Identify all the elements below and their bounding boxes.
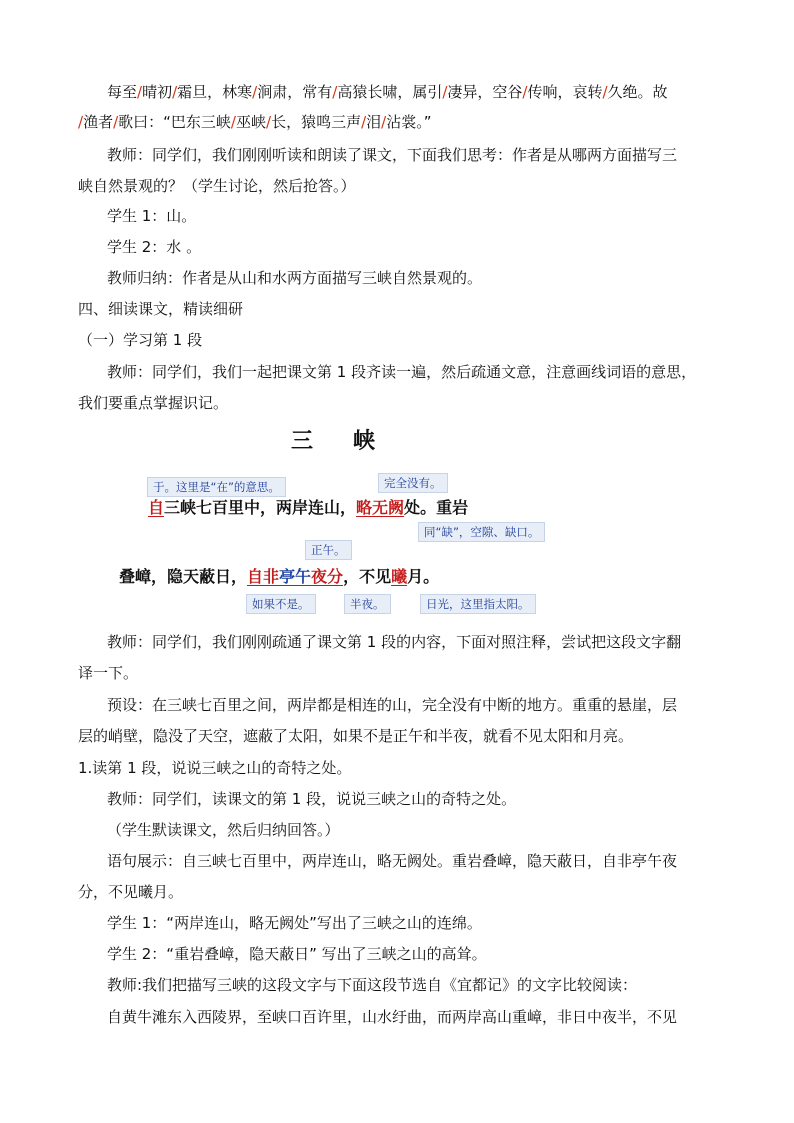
classical-line-2: 叠嶂，隐天蔽日，自非亭午夜分，不见曦月。 xyxy=(119,567,440,586)
teacher-line: 教师：同学们，我们刚刚疏通了课文第 1 段的内容，下面对照注释，尝试把这段文字翻 xyxy=(107,633,682,651)
note-tingwu: 正午。 xyxy=(305,540,352,560)
note-luewu: 完全没有。 xyxy=(378,473,448,493)
text-segment: 巫峡 xyxy=(235,113,266,131)
subsection-heading: （一）学习第 1 段 xyxy=(78,331,203,349)
teacher-line: 译一下。 xyxy=(78,664,139,682)
teacher-line: 教师：同学们，我们一起把课文第 1 段齐读一遍，然后疏通文意，注意画线词语的意思， xyxy=(107,363,697,381)
text-segment: 歌曰：“巴东三峡 xyxy=(118,113,231,131)
reading-line-1: 每至/晴初/霜旦，林寒/涧肃，常有/高猿长啸，属引/凄异，空谷/传响，哀转/久绝。故 xyxy=(107,83,668,101)
teacher-line: 我们要重点掌握识记。 xyxy=(78,394,229,412)
text-segment: 晴初 xyxy=(142,83,173,101)
note-zi: 于。这里是“在”的意思。 xyxy=(147,477,286,497)
section-heading: 四、细读课文，精读细研 xyxy=(78,300,244,318)
teacher-line: 教师归纳：作者是从山和水两方面描写三峡自然景观的。 xyxy=(107,269,483,287)
note-xi: 日光，这里指太阳。 xyxy=(420,594,536,614)
sentence-display-line: 语句展示：自三峡七百里中，两岸连山，略无阙处。重岩叠嶂，隐天蔽日，自非亭午夜 xyxy=(107,852,678,870)
term-yefen: 夜分 xyxy=(311,567,344,586)
term-que: 阙 xyxy=(388,498,405,517)
text-segment: 高猿长啸，属引 xyxy=(337,83,443,101)
sentence-display-line: 分，不见曦月。 xyxy=(78,883,184,901)
student-line: 学生 1：“两岸连山，略无阙处”写出了三峡之山的连绵。 xyxy=(107,914,482,932)
teacher-line: 教师:我们把描写三峡的这段文字与下面这段节选自《宜都记》的文字比较阅读： xyxy=(107,976,638,994)
teacher-line: 峡自然景观的？（学生讨论，然后抢答。） xyxy=(78,177,356,195)
preset-line: 预设：在三峡七百里之间，两岸都是相连的山，完全没有中断的地方。重重的悬崖，层 xyxy=(107,696,678,714)
instruction-line: （学生默读课文，然后归纳回答。） xyxy=(107,821,340,839)
text-segment: 长，猿鸣三声 xyxy=(271,113,362,131)
teacher-line: 教师：同学们，读课文的第 1 段，说说三峡之山的奇特之处。 xyxy=(107,790,517,808)
text-segment: 凄异，空谷 xyxy=(447,83,523,101)
text-segment: 涧肃，常有 xyxy=(257,83,333,101)
figure-title: 三 峡 xyxy=(291,429,376,454)
excerpt-line: 自黄牛滩东入西陵界，至峡口百许里，山水纡曲，而两岸高山重嶂，非日中夜半，不见 xyxy=(107,1008,678,1026)
classical-line-1: 自三峡七百里中，两岸连山，略无阙处。重岩 xyxy=(148,498,469,517)
term-xi: 曦 xyxy=(391,567,408,586)
text-segment: 渔者 xyxy=(83,113,114,131)
student-line: 学生 1：山。 xyxy=(107,207,197,225)
text-segment: 每至 xyxy=(107,83,138,101)
note-zifei: 如果不是。 xyxy=(246,594,316,614)
term-tingwu: 亭午 xyxy=(279,567,312,586)
term-zi: 自 xyxy=(148,498,165,517)
text-segment: 传响，哀转 xyxy=(527,83,603,101)
preset-line: 层的峭壁，隐没了天空，遮蔽了太阳，如果不是正午和半夜，就看不见太阳和月亮。 xyxy=(78,727,634,745)
student-line: 学生 2：水 。 xyxy=(107,238,202,256)
text-segment: 泪 xyxy=(366,113,382,131)
note-yefen: 半夜。 xyxy=(344,594,391,614)
question-line: 1.读第 1 段，说说三峡之山的奇特之处。 xyxy=(78,759,352,777)
note-que: 同“缺”，空隙、缺口。 xyxy=(418,522,545,542)
student-line: 学生 2：“重岩叠嶂，隐天蔽日” 写出了三峡之山的高耸。 xyxy=(107,945,487,963)
text-segment: 沾裳。” xyxy=(386,113,432,131)
text-segment: 久绝。故 xyxy=(607,83,668,101)
term-luewu: 略无 xyxy=(356,498,389,517)
term-zifei: 自非 xyxy=(247,567,280,586)
text-segment: 霜旦，林寒 xyxy=(177,83,253,101)
reading-line-2: /渔者/歌曰：“巴东三峡/巫峡/长，猿鸣三声/泪/沾裳。” xyxy=(78,113,432,131)
teacher-line: 教师：同学们，我们刚刚听读和朗读了课文，下面我们思考：作者是从哪两方面描写三 xyxy=(107,146,678,164)
